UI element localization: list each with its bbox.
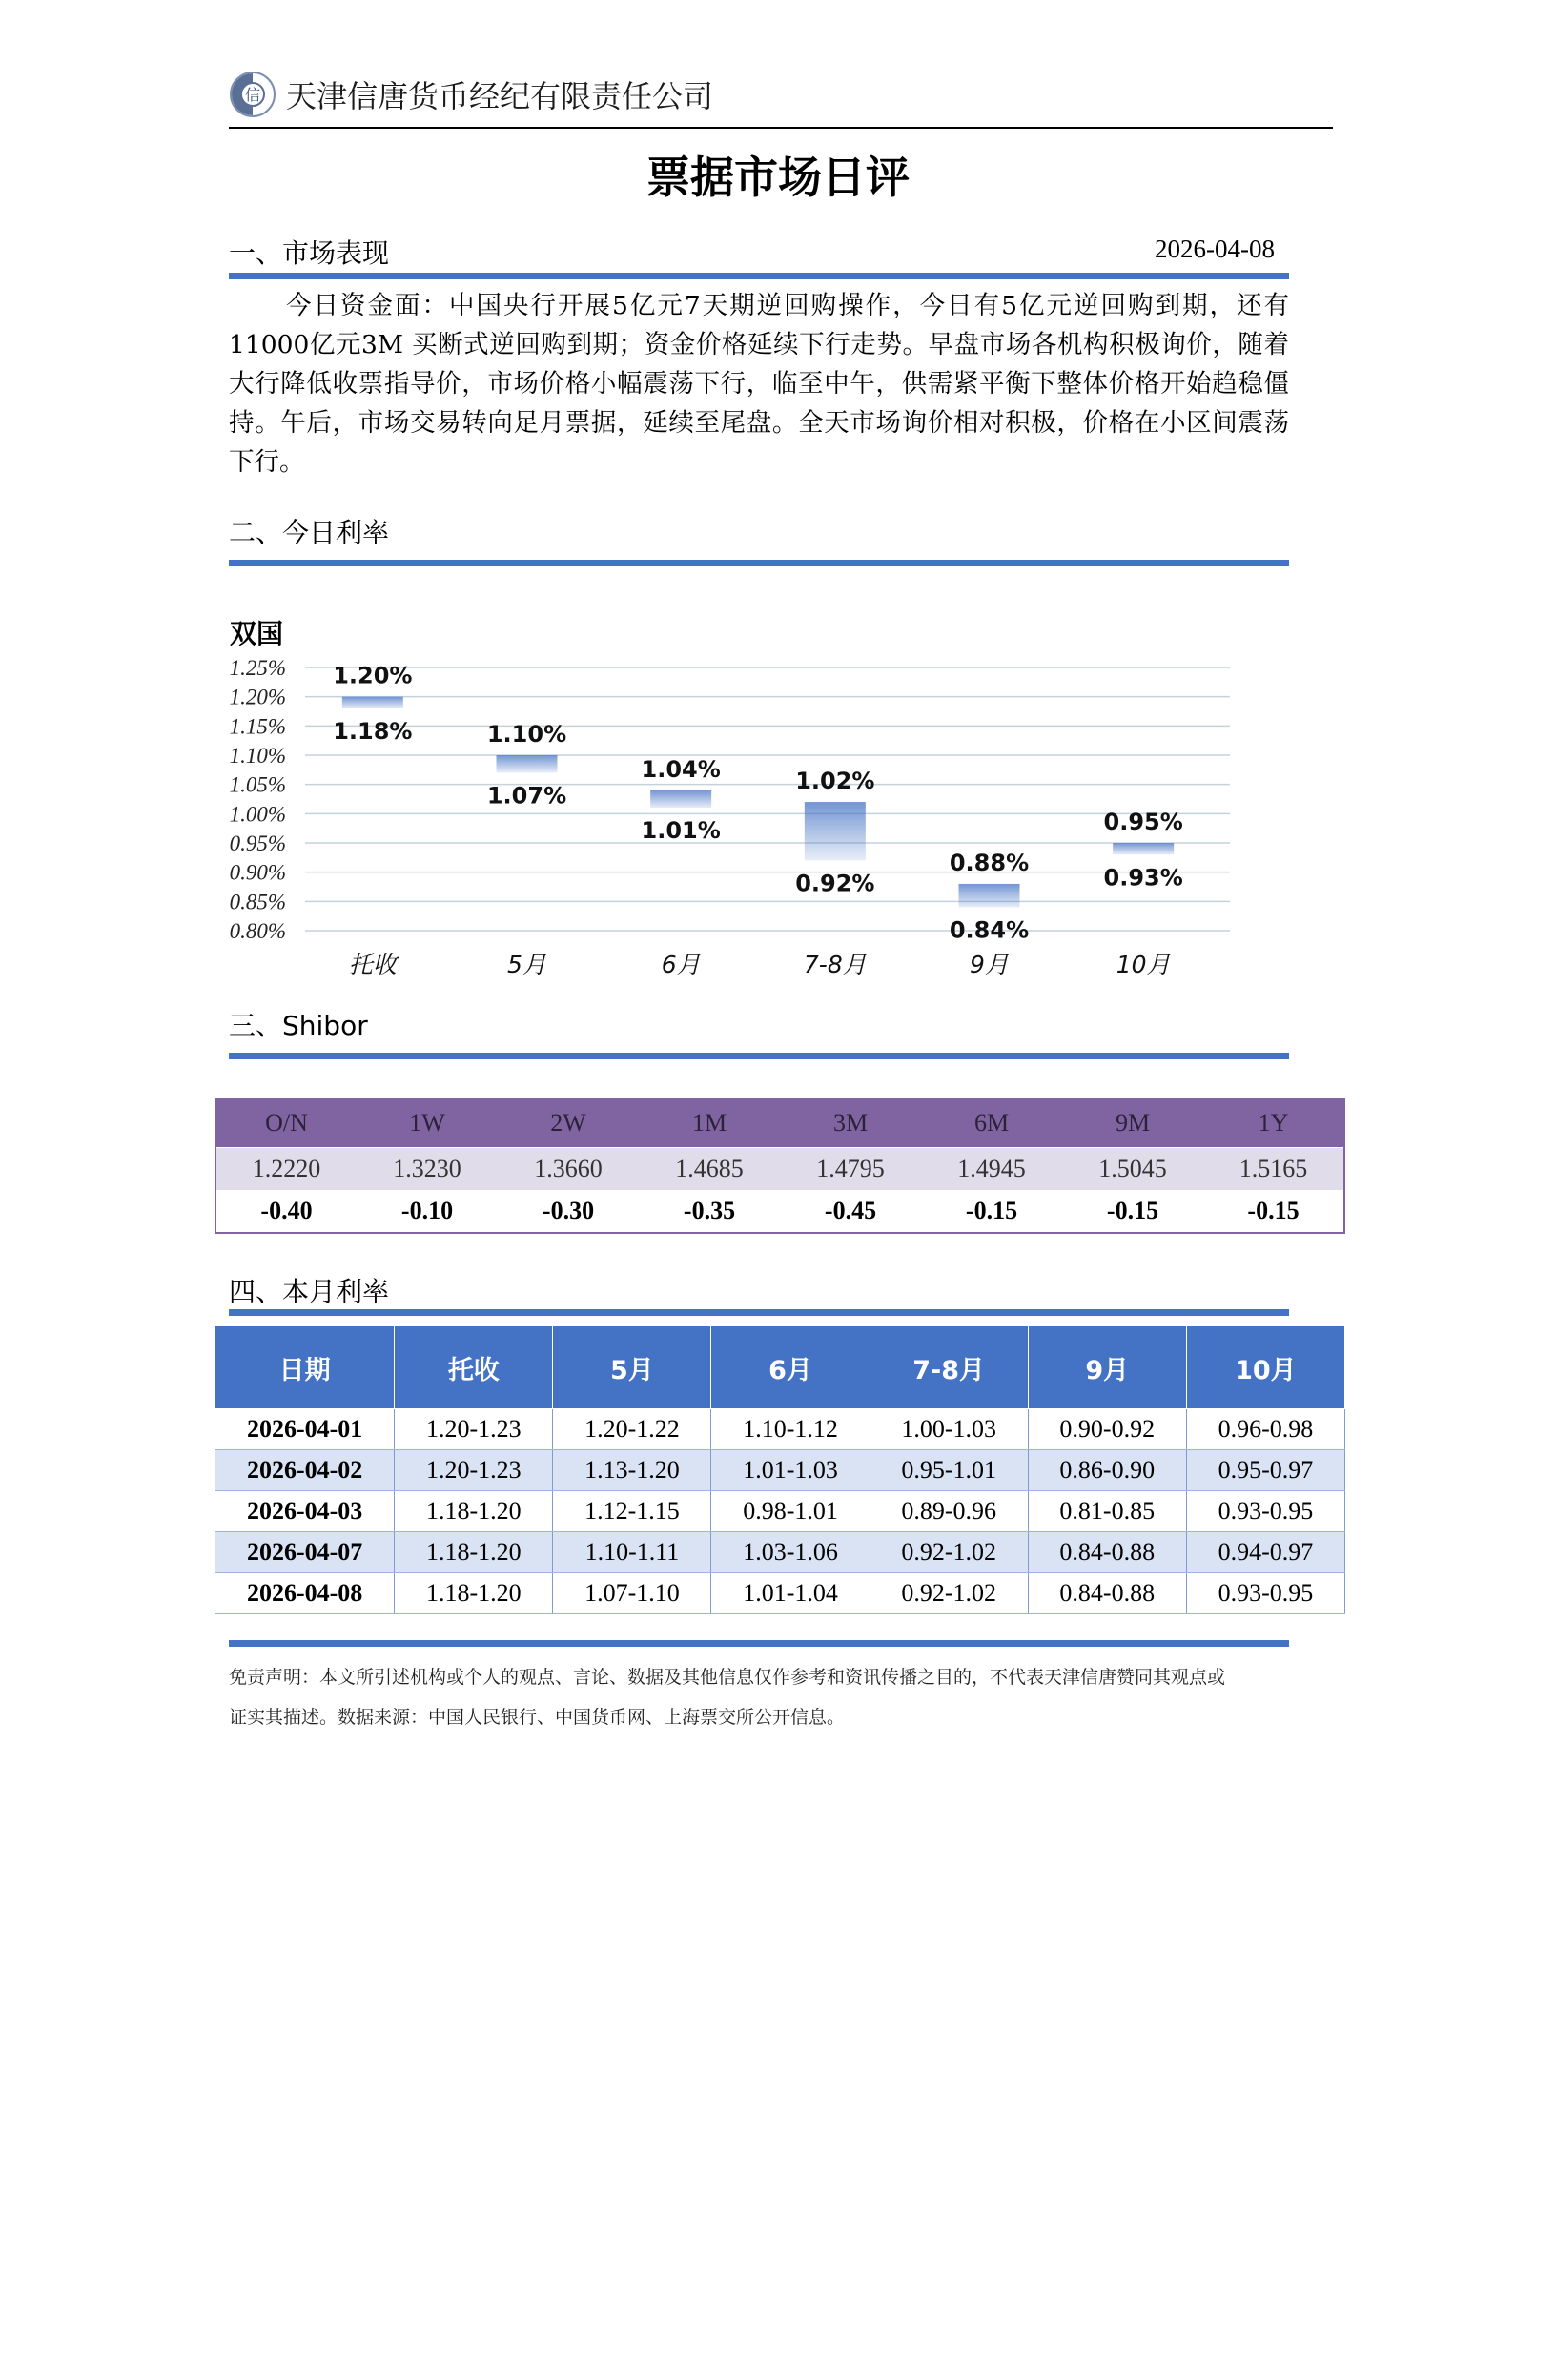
rate-chart — [215, 610, 1254, 992]
rate-range: 0.94-0.97 — [1186, 1532, 1344, 1573]
month-table-header: 5月 — [553, 1326, 711, 1409]
y-tick-label: 1.25% — [229, 656, 286, 680]
month-rate-table — [215, 1325, 1345, 1614]
shibor-value: 1.4945 — [921, 1148, 1062, 1191]
month-table-header: 9月 — [1028, 1326, 1186, 1409]
rate-range: 1.01-1.03 — [711, 1450, 870, 1491]
shibor-change: -0.45 — [780, 1190, 921, 1233]
chart-grid — [305, 667, 1230, 931]
section-bar-month-rate — [229, 1309, 1289, 1316]
shibor-value: 1.3230 — [357, 1148, 498, 1191]
y-tick-label: 0.80% — [229, 919, 286, 943]
high-label: 1.20% — [333, 662, 413, 689]
shibor-value: 1.3660 — [498, 1148, 639, 1191]
rate-range: 1.20-1.23 — [395, 1409, 553, 1450]
shibor-change: -0.15 — [1062, 1190, 1203, 1233]
rate-range: 0.93-0.95 — [1186, 1491, 1344, 1532]
rate-range: 0.84-0.88 — [1028, 1532, 1186, 1573]
month-table-header: 7-8月 — [870, 1326, 1028, 1409]
rate-range: 0.98-1.01 — [711, 1491, 870, 1532]
header-rule — [229, 127, 1333, 129]
chart-y-ticks — [230, 656, 286, 943]
section-bar-shibor — [229, 1053, 1289, 1059]
month-table-header-row — [215, 1326, 1345, 1409]
section-title-month-rate: 四、本月利率 — [229, 1276, 390, 1307]
rate-range: 0.81-0.85 — [1028, 1491, 1186, 1532]
rate-range: 1.18-1.20 — [395, 1573, 553, 1614]
shibor-value: 1.2220 — [215, 1148, 357, 1191]
svg-text:信: 信 — [244, 86, 261, 104]
y-tick-label: 1.10% — [229, 744, 286, 768]
row-date: 2026-04-01 — [215, 1409, 395, 1450]
shibor-term: 2W — [498, 1098, 639, 1148]
table-row — [215, 1532, 1345, 1573]
month-table-header: 日期 — [215, 1326, 395, 1409]
section-title-market: 一、市场表现 — [229, 237, 390, 269]
shibor-change: -0.15 — [1203, 1190, 1344, 1233]
x-tick-label: 7-8月 — [803, 951, 867, 978]
y-tick-label: 1.00% — [229, 802, 286, 827]
y-tick-label: 0.95% — [229, 831, 286, 855]
rate-range: 1.13-1.20 — [553, 1450, 711, 1491]
rate-range: 1.10-1.12 — [711, 1409, 870, 1450]
rate-range: 1.12-1.15 — [553, 1491, 711, 1532]
rate-range: 0.86-0.90 — [1028, 1450, 1186, 1491]
row-date: 2026-04-02 — [215, 1450, 395, 1491]
section-bar-market — [229, 273, 1289, 279]
month-table-header: 托收 — [395, 1326, 553, 1409]
rate-range: 1.20-1.23 — [395, 1450, 553, 1491]
disclaimer — [229, 1657, 1297, 1737]
range-bar — [959, 884, 1020, 908]
section-title-today-rate: 二、今日利率 — [229, 517, 390, 548]
x-tick-label: 6月 — [661, 951, 701, 978]
shibor-term: O/N — [215, 1098, 357, 1148]
rate-range: 1.20-1.22 — [553, 1409, 711, 1450]
low-label: 0.93% — [1103, 864, 1183, 892]
rate-range: 0.90-0.92 — [1028, 1409, 1186, 1450]
shibor-term: 1W — [357, 1098, 498, 1148]
row-date: 2026-04-03 — [215, 1491, 395, 1532]
y-tick-label: 0.85% — [229, 890, 286, 914]
rate-range: 0.89-0.96 — [870, 1491, 1028, 1532]
bottom-bar — [229, 1640, 1289, 1647]
section-bar-today-rate — [229, 560, 1289, 566]
chart-bars — [342, 697, 1174, 908]
range-bar — [650, 790, 711, 808]
chart-title: 双国 — [230, 618, 284, 649]
rate-range: 0.95-1.01 — [870, 1450, 1028, 1491]
shibor-term: 9M — [1062, 1098, 1203, 1148]
shibor-table — [215, 1098, 1345, 1234]
shibor-change: -0.35 — [639, 1190, 780, 1233]
high-label: 0.88% — [949, 849, 1030, 876]
shibor-value: 1.5045 — [1062, 1148, 1203, 1191]
rate-range: 1.07-1.10 — [553, 1573, 711, 1614]
rate-range: 1.18-1.20 — [395, 1491, 553, 1532]
disclaimer-line-2: 证实其描述。数据来源：中国人民银行、中国货币网、上海票交所公开信息。 — [229, 1707, 846, 1728]
high-label: 1.04% — [641, 755, 721, 783]
shibor-term: 1Y — [1203, 1098, 1344, 1148]
table-row — [215, 1573, 1345, 1614]
shibor-value: 1.4795 — [780, 1148, 921, 1191]
low-label: 1.18% — [333, 717, 413, 745]
rate-range: 0.95-0.97 — [1186, 1450, 1344, 1491]
range-bar — [805, 802, 866, 860]
row-date: 2026-04-08 — [215, 1573, 395, 1614]
rate-range: 1.03-1.06 — [711, 1532, 870, 1573]
table-row — [215, 1491, 1345, 1532]
disclaimer-line-1: 免责声明：本文所引述机构或个人的观点、言论、数据及其他信息仅作参考和资讯传播之目的，不代表天津信唐赞同其观点或 — [229, 1667, 1226, 1688]
rate-range: 0.96-0.98 — [1186, 1409, 1344, 1450]
rate-range: 1.18-1.20 — [395, 1532, 553, 1573]
chart-x-ticks — [349, 951, 1172, 978]
rate-range: 0.93-0.95 — [1186, 1573, 1344, 1614]
month-table-header: 10月 — [1186, 1326, 1344, 1409]
y-tick-label: 1.20% — [229, 685, 286, 709]
row-date: 2026-04-07 — [215, 1532, 395, 1573]
x-tick-label: 9月 — [970, 951, 1009, 978]
rate-range: 1.01-1.04 — [711, 1573, 870, 1614]
rate-range: 1.10-1.11 — [553, 1532, 711, 1573]
low-label: 1.07% — [486, 782, 567, 810]
x-tick-label: 5月 — [507, 951, 546, 978]
y-tick-label: 0.90% — [229, 860, 286, 885]
high-label: 1.02% — [795, 768, 875, 795]
month-table-header: 6月 — [711, 1326, 870, 1409]
shibor-change: -0.30 — [498, 1190, 639, 1233]
rate-range: 1.00-1.03 — [870, 1409, 1028, 1450]
table-row — [215, 1450, 1345, 1491]
low-label: 0.84% — [949, 916, 1030, 944]
low-label: 1.01% — [641, 817, 721, 845]
range-bar — [497, 755, 558, 772]
shibor-term: 6M — [921, 1098, 1062, 1148]
shibor-change: -0.10 — [357, 1190, 498, 1233]
high-label: 0.95% — [1103, 809, 1183, 835]
x-tick-label: 托收 — [348, 951, 397, 978]
report-date: 2026-04-08 — [1155, 235, 1275, 263]
rate-range: 0.92-1.02 — [870, 1532, 1028, 1573]
shibor-value: 1.5165 — [1203, 1148, 1344, 1191]
high-label: 1.10% — [486, 721, 567, 748]
market-commentary: 今日资金面：中国央行开展5亿元7天期逆回购操作，今日有5亿元逆回购到期，还有11000亿元3M 买断式逆回购到期；资金价格延续下行走势。早盘市场各机构积极询价，随着大行降低收票指导价，市场价格小幅震荡下行，临至中午，供需紧平衡下整体价格开始趋稳僵持。午后，市场交易转向足月票据，延续至尾盘。全天市场询价相对积极，价格在小区间震荡下行。 — [229, 291, 1289, 477]
range-bar — [342, 697, 403, 708]
shibor-value: 1.4685 — [639, 1148, 780, 1191]
shibor-change-row — [215, 1190, 1344, 1233]
low-label: 0.92% — [795, 870, 875, 897]
shibor-header-row — [215, 1098, 1344, 1148]
document-title: 票据市场日评 — [646, 152, 910, 203]
shibor-change: -0.15 — [921, 1190, 1062, 1233]
table-row — [215, 1409, 1345, 1450]
y-tick-label: 1.05% — [229, 772, 286, 797]
shibor-term: 3M — [780, 1098, 921, 1148]
shibor-change: -0.40 — [215, 1190, 357, 1233]
company-logo-icon — [229, 71, 276, 118]
company-name: 天津信唐货币经纪有限责任公司 — [286, 78, 714, 114]
shibor-term: 1M — [639, 1098, 780, 1148]
x-tick-label: 10月 — [1116, 951, 1171, 978]
rate-range: 0.92-1.02 — [870, 1573, 1028, 1614]
section-title-shibor: 三、Shibor — [229, 1010, 368, 1041]
range-bar — [1113, 843, 1174, 854]
shibor-value-row — [215, 1148, 1344, 1191]
rate-range: 0.84-0.88 — [1028, 1573, 1186, 1614]
y-tick-label: 1.15% — [229, 714, 286, 739]
